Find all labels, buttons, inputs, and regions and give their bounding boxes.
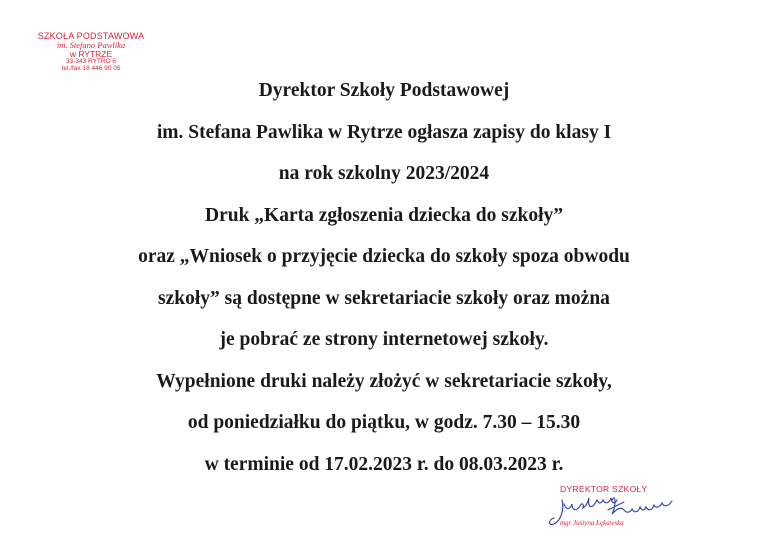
signature-title: DYREKTOR SZKOŁY <box>560 484 648 494</box>
notice-line: Druk „Karta zgłoszenia dziecka do szkoły” <box>204 204 564 226</box>
notice-line: Dyrektor Szkoły Podstawowej <box>258 80 510 101</box>
notice-line: od poniedziałku do piątku, w godz. 7.30 – 15.30 <box>187 412 581 433</box>
enrollment-notice <box>0 70 768 485</box>
stamp-phone: tel./fax 18 446 90 05 <box>61 65 121 73</box>
stamp-patron: im. Stefano Pawlika <box>56 40 126 51</box>
notice-line: szkoły” są dostępne w sekretariacie szkoły oraz można <box>158 287 610 309</box>
notice-line: im. Stefana Pawlika w Rytrze ogłasza zapisy do klasy I <box>156 121 612 143</box>
notice-line: je pobrać ze strony internetowej szkoły. <box>219 329 549 350</box>
signature-name: mgr Justyna Łękawska <box>560 519 624 527</box>
stamp-school-name: SZKOŁA PODSTAWOWA <box>37 31 145 41</box>
stamp-location: w RYTRZE <box>69 49 113 60</box>
director-signature-stamp <box>540 480 690 532</box>
notice-line: oraz „Wniosek o przyjęcie dziecka do szkoły spoza obwodu <box>138 246 630 267</box>
notice-line: na rok szkolny 2023/2024 <box>278 163 490 184</box>
notice-line: w terminie od 17.02.2023 r. do 08.03.2023 r. <box>204 453 564 475</box>
notice-line: Wypełnione druki należy złożyć w sekretariacie szkoły, <box>156 370 612 392</box>
stamp-address: 33-343 RYTRO 6 <box>65 58 117 66</box>
school-stamp <box>26 32 156 73</box>
